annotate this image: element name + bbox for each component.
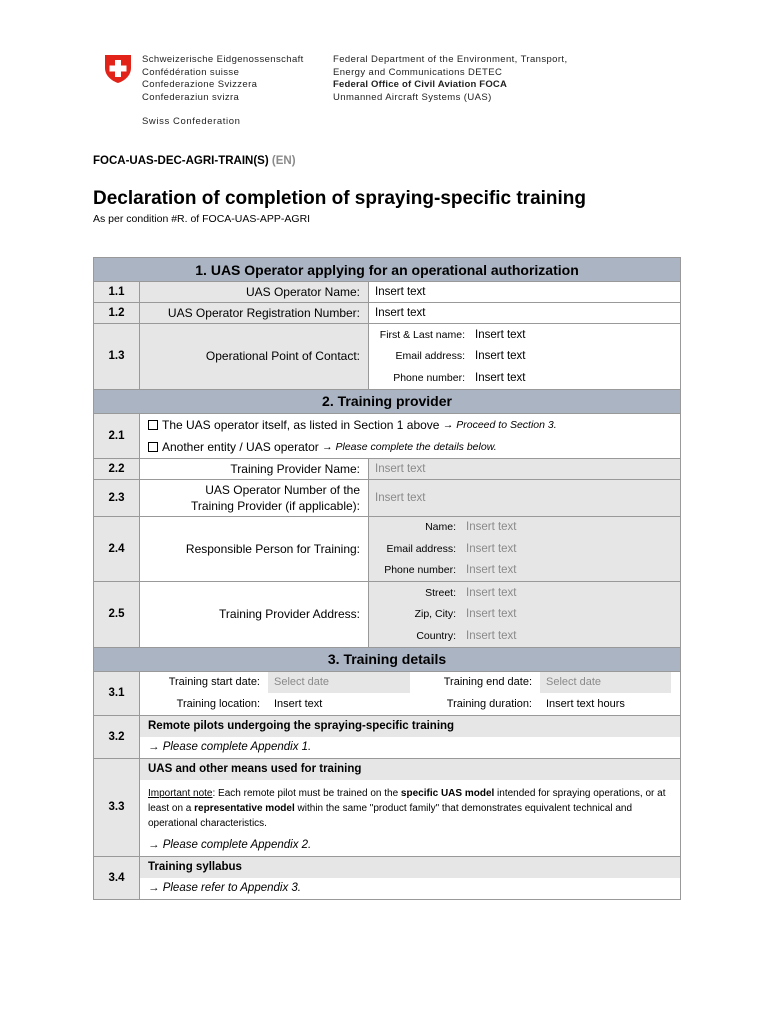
point-of-contact-fields [369,324,681,390]
confederation-names [142,54,304,104]
note-text: intended for spraying operations, or at least on a [148,787,666,814]
row-number: 3.2 [94,715,140,758]
language-tag: (EN) [271,155,296,167]
row-number: 1.2 [94,303,140,324]
country-label: Country: [416,629,456,642]
provider-operator-number-field[interactable]: Insert text [369,479,681,516]
section-1-header: 1. UAS Operator applying for an operational authorization [94,258,681,282]
option-note: → Proceed to Section 3. [442,418,557,431]
code-text: FOCA-UAS-DEC-AGRI-TRAIN(S) [93,155,269,167]
location-label: Training location: [176,697,260,710]
provider-name-field[interactable]: Insert text [369,458,681,479]
provider-operator-number-label [140,479,369,516]
provider-choice [140,413,681,458]
name-it: Confederazione Svizzera [142,79,258,90]
checkbox-icon[interactable] [148,420,158,430]
note-emphasis: specific UAS model [400,787,495,799]
duration-label: Training duration: [446,697,532,710]
provider-address-fields [369,582,681,648]
department-line: Federal Department of the Environment, Transport, [333,54,568,65]
row-number: 2.5 [94,582,140,648]
zip-city-label: Zip, City: [414,608,456,621]
location-field[interactable]: Insert text [274,697,323,710]
person-name-field[interactable]: Insert text [466,521,517,534]
document-code [93,155,296,167]
swiss-coat-of-arms-icon [104,54,132,84]
row-number: 3.1 [94,671,140,715]
swiss-confederation: Swiss Confederation [142,116,241,127]
contact-phone-label: Phone number: [393,371,465,384]
remote-pilots-heading: Remote pilots undergoing the spraying-specific training [140,716,680,737]
point-of-contact-label: Operational Point of Contact: [140,324,369,390]
row-number: 2.4 [94,516,140,582]
row-number: 1.1 [94,282,140,303]
document-subtitle: As per condition #R. of FOCA-UAS-APP-AGRI [93,213,311,225]
end-date-label: Training end date: [443,676,532,689]
duration-field[interactable]: Insert text hours [546,697,625,710]
responsible-person-fields [369,516,681,582]
department-line: Energy and Communications DETEC [333,66,503,78]
contact-name-field[interactable]: Insert text [475,328,526,341]
note-emphasis: representative model [194,802,295,814]
remote-pilots-cell [140,715,681,758]
important-note [140,780,680,835]
label-line: Training Provider (if applicable): [191,498,360,513]
option-label: Another entity / UAS operator [162,439,319,454]
person-phone-label: Phone number: [384,564,456,577]
uas-means-heading: UAS and other means used for training [140,759,680,780]
person-name-label: Name: [425,521,456,534]
note-text: : Each remote pilot must be trained on the [212,787,401,799]
name-fr: Confédération suisse [142,66,240,78]
name-de: Schweizerische Eidgenossenschaft [142,54,304,65]
syllabus-heading: Training syllabus [140,857,680,878]
office-name: Federal Office of Civil Aviation FOCA [333,79,508,90]
name-rm: Confederaziun svizra [142,91,240,103]
operator-name-field[interactable]: Insert text [369,282,681,303]
zip-city-field[interactable]: Insert text [466,608,517,621]
start-date-picker[interactable]: Select date [268,672,410,694]
operator-name-label: UAS Operator Name: [140,282,369,303]
provider-name-label: Training Provider Name: [140,458,369,479]
row-number: 2.3 [94,479,140,516]
person-email-field[interactable]: Insert text [466,542,517,555]
letterhead [104,52,704,132]
important-note-label: Important note [148,787,213,799]
row-number: 3.4 [94,856,140,899]
street-label: Street: [425,586,456,599]
responsible-person-label: Responsible Person for Training: [140,516,369,582]
contact-email-field[interactable]: Insert text [475,350,526,363]
row-number: 1.3 [94,324,140,390]
operator-registration-field[interactable]: Insert text [369,303,681,324]
section-2-header: 2. Training provider [94,389,681,413]
contact-phone-field[interactable]: Insert text [475,371,526,384]
row-number: 2.1 [94,413,140,458]
note-text: within the same "product family" that demonstrates equivalent technical and operational characteristics. [148,802,633,829]
option-another-entity[interactable] [148,436,680,458]
syllabus-cell [140,856,681,899]
appendix-3-note: → Please refer to Appendix 3. [148,881,301,894]
option-operator-itself[interactable] [148,414,680,436]
option-note: → Please complete the details below. [322,440,497,453]
operator-registration-label: UAS Operator Registration Number: [140,303,369,324]
label-line: UAS Operator Number of the [205,482,360,497]
appendix-1-note: → Please complete Appendix 1. [148,740,312,753]
division-name: Unmanned Aircraft Systems (UAS) [333,91,492,103]
section-3-header: 3. Training details [94,647,681,671]
person-phone-field[interactable]: Insert text [466,564,517,577]
appendix-2-note: → Please complete Appendix 2. [148,838,312,851]
document-title: Declaration of completion of spraying-specific training [93,188,587,209]
uas-means-cell [140,758,681,856]
start-date-label: Training start date: [168,676,260,689]
checkbox-icon[interactable] [148,442,158,452]
department-block [333,54,568,104]
row-number: 2.2 [94,458,140,479]
contact-email-label: Email address: [395,350,465,363]
provider-address-label: Training Provider Address: [140,582,369,648]
street-field[interactable]: Insert text [466,586,517,599]
person-email-label: Email address: [386,542,456,555]
training-details-grid [140,671,681,715]
option-label: The UAS operator itself, as listed in Section 1 above [162,417,440,432]
declaration-form [93,257,681,900]
contact-name-label: First & Last name: [379,328,465,341]
country-field[interactable]: Insert text [466,629,517,642]
end-date-picker[interactable]: Select date [540,672,671,694]
row-number: 3.3 [94,758,140,856]
